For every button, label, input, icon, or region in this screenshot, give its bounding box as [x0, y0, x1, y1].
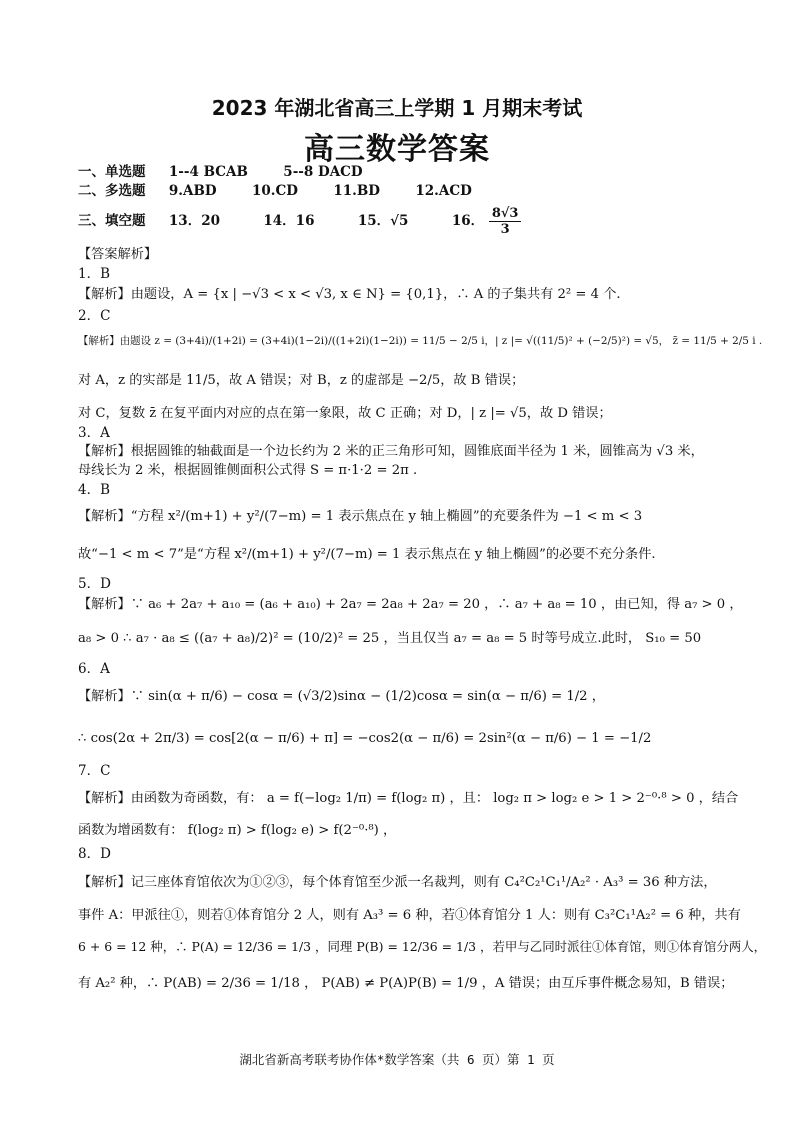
q6-solution: 【解析】∵ sin(α + π/6) − cosα = (√3/2)sinα − (1/2)cosα = sin(α − π/6) = 1/2 ，	[78, 689, 605, 704]
answer-12: 12.ACD	[415, 183, 472, 199]
answer-9: 9.ABD	[168, 183, 217, 199]
q6-solution-line2: ∴ cos(2α + 2π/3) = cos[2(α − π/6) + π] = −cos2(α − π/6) = 2sin²(α − π/6) − 1 = −1/2	[78, 731, 652, 746]
q4-answer: 4．B	[78, 482, 111, 498]
q2-solution-line2: 对 A，z 的实部是 11/5，故 A 错误；对 B，z 的虚部是 −2/5，故 B 错误；	[78, 373, 525, 388]
analysis-header: 【答案解析】	[78, 247, 158, 262]
q2-solution-line3: 对 C，复数 z̄ 在复平面内对应的点在第一象限，故 C 正确；对 D，| z |= √5，故 D 错误；	[78, 406, 612, 421]
single-choice-answers	[78, 163, 754, 181]
fill-blank-label: 三、填空题	[78, 213, 146, 229]
q8-answer: 8．D	[78, 846, 111, 862]
answer-16-fraction	[489, 206, 522, 237]
single-choice-label: 一、单选题	[78, 164, 146, 180]
answer-16-denominator: 3	[500, 222, 510, 237]
answers-1-4: 1--4 BCAB	[168, 164, 248, 180]
fill-blank-answers	[78, 204, 754, 244]
page-title: 高三数学答案	[304, 132, 490, 167]
q8-solution-line2: 事件 A：甲派往①，则若①体育馆分 2 人，则有 A₃³ = 6 种，若①体育馆分 1 人：则有 C₃²C₁¹A₂² = 6 种，共有	[78, 908, 741, 923]
answer-13: 13．20	[168, 213, 220, 229]
q3-solution-line2: 母线长为 2 米，根据圆锥侧面积公式得 S = π·1·2 = 2π .	[78, 463, 418, 478]
answer-10: 10.CD	[252, 183, 298, 199]
answer-16-numerator: 8√3	[489, 206, 522, 222]
q8-solution-line4: 有 A₂² 种，∴ P(AB) = 2/36 = 1/18 ， P(AB) ≠ P(A)P(B) = 1/9 ，A 错误；由互斥事件概念易知，B 错误；	[78, 976, 734, 991]
answer-11: 11.BD	[333, 183, 380, 199]
q3-answer: 3．A	[78, 425, 110, 441]
answers-5-8: 5--8 DACD	[283, 164, 363, 180]
multi-choice-label: 二、多选题	[78, 183, 146, 199]
q6-answer: 6．A	[78, 661, 110, 677]
exam-title: 2023 年湖北省高三上学期 1 月期末考试	[211, 96, 583, 120]
q2-answer: 2．C	[78, 308, 111, 324]
q5-solution: 【解析】∵ a₆ + 2a₇ + a₁₀ = (a₆ + a₁₀) + 2a₇ = 2a₈ + 2a₇ = 20 ，∴ a₇ + a₈ = 10 ，由已知，得 a₇ > 0 ，	[78, 597, 743, 612]
q5-answer: 5．D	[78, 576, 111, 592]
q1-solution: 【解析】由题设，A = {x | −√3 < x < √3, x ∈ N} = {0,1}，∴ A 的子集共有 2² = 4 个.	[78, 287, 621, 302]
page-footer: 湖北省新高考联考协作体*数学答案（共 6 页）第 1 页	[239, 1052, 555, 1067]
q8-solution-line3: 6 + 6 = 12 种，∴ P(A) = 12/36 = 1/3 ，同理 P(B) = 12/36 = 1/3 ，若甲与乙同时派往①体育馆，则①体育馆分两人，	[78, 939, 767, 954]
q4-solution: 【解析】“方程 x²/(m+1) + y²/(7−m) = 1 表示焦点在 y 轴上椭圆”的充要条件为 −1 < m < 3	[78, 509, 643, 524]
q8-solution: 【解析】记三座体育馆依次为①②③，每个体育馆至少派一名裁判，则有 C₄²C₂¹C₁¹/A₂² · A₃³ = 36 种方法，	[78, 875, 717, 890]
q3-solution: 【解析】根据圆锥的轴截面是一个边长约为 2 米的正三角形可知，圆锥底面半径为 1 米，圆锥高为 √3 米，	[78, 444, 704, 459]
q2-solution: 【解析】由题设 z = (3+4i)/(1+2i) = (3+4i)(1−2i)/((1+2i)(1−2i)) = 11/5 − 2/5 i，| z |= √((11/5)² + (−2/5)²) = √5， z̄ = 11/5 + 2/5 i .	[78, 335, 763, 347]
answer-14: 14．16	[263, 213, 315, 229]
q7-answer: 7．C	[78, 763, 111, 779]
q4-solution-line2: 故“−1 < m < 7”是“方程 x²/(m+1) + y²/(7−m) = 1 表示焦点在 y 轴上椭圆”的必要不充分条件.	[78, 547, 656, 562]
q7-solution: 【解析】由函数为奇函数，有： a = f(−log₂ 1/π) = f(log₂ π) ，且： log₂ π > log₂ e > 1 > 2⁻⁰·⁸ > 0 ，结合	[78, 791, 739, 806]
q1-answer: 1．B	[78, 266, 111, 282]
answer-15: 15．√5	[357, 213, 409, 229]
q5-solution-line2: a₈ > 0 ∴ a₇ · a₈ ≤ ((a₇ + a₈)/2)² = (10/2)² = 25 ，当且仅当 a₇ = a₈ = 5 时等号成立.此时， S₁₀ = 50	[78, 631, 702, 646]
q7-solution-line2: 函数为增函数有： f(log₂ π) > f(log₂ e) > f(2⁻⁰·⁸) ，	[78, 823, 397, 838]
multi-choice-answers	[78, 182, 754, 200]
answer-16-label: 16．	[451, 213, 485, 229]
